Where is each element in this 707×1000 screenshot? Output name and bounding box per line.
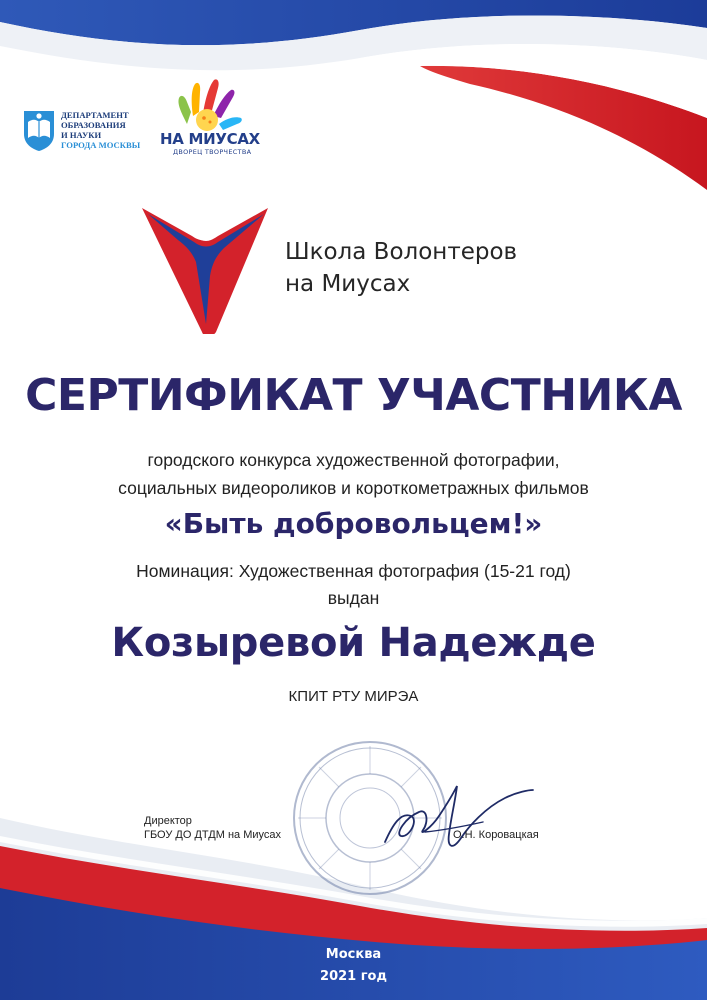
footer-year: 2021 год	[320, 969, 387, 984]
contest-description-line-2: социальных видеороликов и короткометражных фильмов	[118, 478, 589, 498]
department-name	[61, 110, 140, 150]
recipient-organization: КПИТ РТУ МИРЭА	[288, 688, 419, 705]
nomination: Номинация: Художественная фотография (15-21 год)	[136, 561, 571, 581]
palace-subtitle: ДВОРЕЦ ТВОРЧЕСТВА	[173, 148, 252, 156]
department-line-2: ОБРАЗОВАНИЯ	[61, 120, 126, 130]
director-title	[144, 814, 281, 842]
footer-city: Москва	[325, 947, 382, 962]
contest-description-line-1: городского конкурса художественной фотографии,	[147, 450, 560, 470]
department-line-3: И НАУКИ	[61, 130, 102, 140]
certificate-title: СЕРТИФИКАТ УЧАСТНИКА	[25, 370, 682, 421]
recipient-name: Козыревой Надежде	[111, 620, 596, 666]
footer	[0, 944, 707, 988]
volunteer-figure-icon	[140, 206, 270, 334]
department-line-4: ГОРОДА МОСКВЫ	[61, 140, 141, 150]
book-emblem-icon	[22, 108, 56, 152]
director-title-line-2: ГБОУ ДО ДТДМ на Миусах	[144, 829, 281, 841]
department-line-1: ДЕПАРТАМЕНТ	[61, 110, 129, 120]
palace-name: НА МИУСАХ	[160, 130, 260, 148]
school-name-line-2: на Миусах	[285, 271, 411, 297]
director-title-line-1: Директор	[144, 815, 192, 827]
department-logo	[22, 106, 162, 154]
school-name-line-1: Школа Волонтеров	[285, 239, 518, 265]
handwritten-signature-icon	[365, 772, 535, 872]
issued-label: выдан	[327, 588, 380, 608]
school-name	[285, 236, 517, 300]
director-name: О.Н. Коровацкая	[453, 829, 539, 841]
contest-name: «Быть добровольцем!»	[164, 507, 543, 540]
